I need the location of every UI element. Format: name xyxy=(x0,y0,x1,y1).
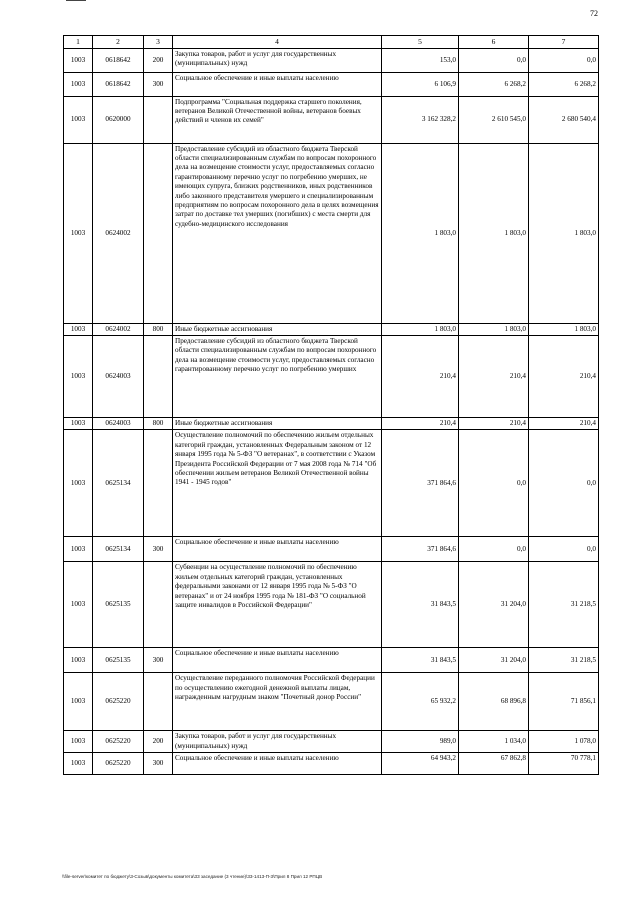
amount-col-7: 0,0 xyxy=(529,48,599,72)
table-row xyxy=(64,418,599,430)
amount-col-7: 2 680 540,4 xyxy=(529,96,599,143)
target-article: 0624002 xyxy=(93,323,144,335)
header-col-7: 7 xyxy=(529,36,599,49)
amount-col-7: 31 218,5 xyxy=(529,562,599,648)
amount-col-5: 1 803,0 xyxy=(382,143,459,323)
table-row xyxy=(64,537,599,562)
target-article: 0625135 xyxy=(93,648,144,673)
row-description: Закупка товаров, работ и услуг для государственных (муниципальных) нужд xyxy=(173,731,382,753)
expense-type xyxy=(144,562,173,648)
amount-col-5: 210,4 xyxy=(382,336,459,418)
amount-col-7: 1 803,0 xyxy=(529,143,599,323)
row-description: Социальное обеспечение и иные выплаты населению xyxy=(173,72,382,96)
header-col-1: 1 xyxy=(64,36,93,49)
amount-col-6: 210,4 xyxy=(459,418,529,430)
amount-col-5: 371 864,6 xyxy=(382,430,459,537)
amount-col-7: 6 268,2 xyxy=(529,72,599,96)
target-article: 0625135 xyxy=(93,562,144,648)
table-row xyxy=(64,562,599,648)
amount-col-5: 989,0 xyxy=(382,731,459,753)
expense-type xyxy=(144,336,173,418)
row-description: Закупка товаров, работ и услуг для государственных (муниципальных) нужд xyxy=(173,48,382,72)
amount-col-7: 31 218,5 xyxy=(529,648,599,673)
amount-col-5: 371 864,6 xyxy=(382,537,459,562)
amount-col-6: 67 862,8 xyxy=(459,753,529,775)
expense-type: 300 xyxy=(144,537,173,562)
budget-table xyxy=(63,35,599,775)
amount-col-7: 0,0 xyxy=(529,430,599,537)
amount-col-6: 210,4 xyxy=(459,336,529,418)
table-row xyxy=(64,143,599,323)
header-col-5: 5 xyxy=(382,36,459,49)
amount-col-5: 3 162 328,2 xyxy=(382,96,459,143)
row-description: Социальное обеспечение и иные выплаты населению xyxy=(173,648,382,673)
amount-col-5: 31 843,5 xyxy=(382,562,459,648)
target-article: 0624003 xyxy=(93,418,144,430)
header-col-4: 4 xyxy=(173,36,382,49)
expense-type: 200 xyxy=(144,731,173,753)
row-description: Иные бюджетные ассигнования xyxy=(173,418,382,430)
amount-col-7: 0,0 xyxy=(529,537,599,562)
file-path-footer: \\file-server\комитет по бюджету\3-Созыв\документы комитета\33 заседание (3 чтение)\33-1413-П-3\Прил 8 Прил 12 РПЦВ xyxy=(62,874,323,879)
section-code: 1003 xyxy=(64,336,93,418)
section-code: 1003 xyxy=(64,731,93,753)
expense-type: 300 xyxy=(144,648,173,673)
amount-col-5: 6 106,9 xyxy=(382,72,459,96)
amount-col-6: 0,0 xyxy=(459,430,529,537)
expense-type xyxy=(144,430,173,537)
target-article: 0618642 xyxy=(93,48,144,72)
row-description: Подпрограмма "Социальная поддержка старшего поколения, ветеранов Великой Отечественной войны, ветеранов боевых действий и членов их семей" xyxy=(173,96,382,143)
table-row xyxy=(64,72,599,96)
table-row xyxy=(64,96,599,143)
row-description: Социальное обеспечение и иные выплаты населению xyxy=(173,537,382,562)
table-row xyxy=(64,648,599,673)
target-article: 0625220 xyxy=(93,731,144,753)
section-code: 1003 xyxy=(64,430,93,537)
target-article: 0625134 xyxy=(93,430,144,537)
amount-col-5: 153,0 xyxy=(382,48,459,72)
section-code: 1003 xyxy=(64,323,93,335)
amount-col-7: 210,4 xyxy=(529,336,599,418)
expense-type: 200 xyxy=(144,48,173,72)
row-description: Иные бюджетные ассигнования xyxy=(173,323,382,335)
row-description: Субвенции на осуществление полномочий по обеспечению жильем отдельных категорий граждан, установленных федеральными законами от 12 января 1995 года № 5-ФЗ "О ветеранах" и от 24 ноября 1995 года № 181-ФЗ "О социальной защите инвалидов в Российской Федерации" xyxy=(173,562,382,648)
amount-col-6: 0,0 xyxy=(459,537,529,562)
target-article: 0625220 xyxy=(93,673,144,731)
expense-type xyxy=(144,673,173,731)
row-description: Осуществление переданного полномочия Российской Федерации по осуществлению ежегодной денежной выплаты лицам, награжденным нагрудным знаком "Почетный донор России" xyxy=(173,673,382,731)
amount-col-5: 31 843,5 xyxy=(382,648,459,673)
amount-col-6: 1 803,0 xyxy=(459,323,529,335)
target-article: 0624002 xyxy=(93,143,144,323)
header-col-6: 6 xyxy=(459,36,529,49)
section-code: 1003 xyxy=(64,673,93,731)
row-description: Предоставление субсидий из областного бюджета Тверской области специализированным службам по вопросам похоронного дела на возмещение стоимости услуг, предоставляемых согласно гарантированному перечню услуг по погребению умерших xyxy=(173,336,382,418)
table-header-row xyxy=(64,36,599,49)
amount-col-6: 31 204,0 xyxy=(459,648,529,673)
expense-type xyxy=(144,96,173,143)
amount-col-7: 1 803,0 xyxy=(529,323,599,335)
amount-col-5: 210,4 xyxy=(382,418,459,430)
amount-col-7: 1 078,0 xyxy=(529,731,599,753)
target-article: 0618642 xyxy=(93,72,144,96)
table-row xyxy=(64,673,599,731)
table-row xyxy=(64,48,599,72)
table-row xyxy=(64,430,599,537)
amount-col-5: 1 803,0 xyxy=(382,323,459,335)
target-article: 0625220 xyxy=(93,753,144,775)
header-col-3: 3 xyxy=(144,36,173,49)
amount-col-7: 70 778,1 xyxy=(529,753,599,775)
section-code: 1003 xyxy=(64,418,93,430)
amount-col-7: 71 856,1 xyxy=(529,673,599,731)
row-description: Социальное обеспечение и иные выплаты населению xyxy=(173,753,382,775)
page-number: 72 xyxy=(590,9,598,18)
expense-type: 800 xyxy=(144,418,173,430)
amount-col-6: 6 268,2 xyxy=(459,72,529,96)
section-code: 1003 xyxy=(64,537,93,562)
target-article: 0624003 xyxy=(93,336,144,418)
section-code: 1003 xyxy=(64,96,93,143)
section-code: 1003 xyxy=(64,562,93,648)
expense-type: 300 xyxy=(144,753,173,775)
section-code: 1003 xyxy=(64,72,93,96)
section-code: 1003 xyxy=(64,753,93,775)
amount-col-5: 64 943,2 xyxy=(382,753,459,775)
table-row xyxy=(64,336,599,418)
target-article: 0620000 xyxy=(93,96,144,143)
amount-col-6: 1 803,0 xyxy=(459,143,529,323)
expense-type: 300 xyxy=(144,72,173,96)
table-row xyxy=(64,323,599,335)
expense-type xyxy=(144,143,173,323)
header-col-2: 2 xyxy=(93,36,144,49)
section-code: 1003 xyxy=(64,48,93,72)
amount-col-6: 31 204,0 xyxy=(459,562,529,648)
table-row xyxy=(64,731,599,753)
amount-col-6: 68 896,8 xyxy=(459,673,529,731)
row-description: Предоставление субсидий из областного бюджета Тверской области специализированным службам по вопросам похоронного дела на возмещение стоимости услуг, предоставляемых согласно гарантированному перечню услуг по погребению умерших, не имеющих супруга, близких родственников, иных родственников либо законного представителя умершего и специализированным предприятиям по вопросам похоронного дела в целях возмещения затрат по доставке тел умерших (погибших) с места смерти для судебно-медицинского исследования xyxy=(173,143,382,323)
amount-col-6: 1 034,0 xyxy=(459,731,529,753)
amount-col-6: 0,0 xyxy=(459,48,529,72)
amount-col-5: 65 932,2 xyxy=(382,673,459,731)
section-code: 1003 xyxy=(64,143,93,323)
table-row xyxy=(64,753,599,775)
section-code: 1003 xyxy=(64,648,93,673)
top-rule xyxy=(66,0,86,1)
expense-type: 800 xyxy=(144,323,173,335)
amount-col-7: 210,4 xyxy=(529,418,599,430)
amount-col-6: 2 610 545,0 xyxy=(459,96,529,143)
target-article: 0625134 xyxy=(93,537,144,562)
row-description: Осуществление полномочий по обеспечению жильем отдельных категорий граждан, установленных Федеральным законом от 12 января 1995 года № 5-ФЗ "О ветеранах", в соответствии с Указом Президента Российской Федерации от 7 мая 2008 года № 714 "Об обеспечении жильем ветеранов Великой Отечественной войны 1941 - 1945 годов" xyxy=(173,430,382,537)
